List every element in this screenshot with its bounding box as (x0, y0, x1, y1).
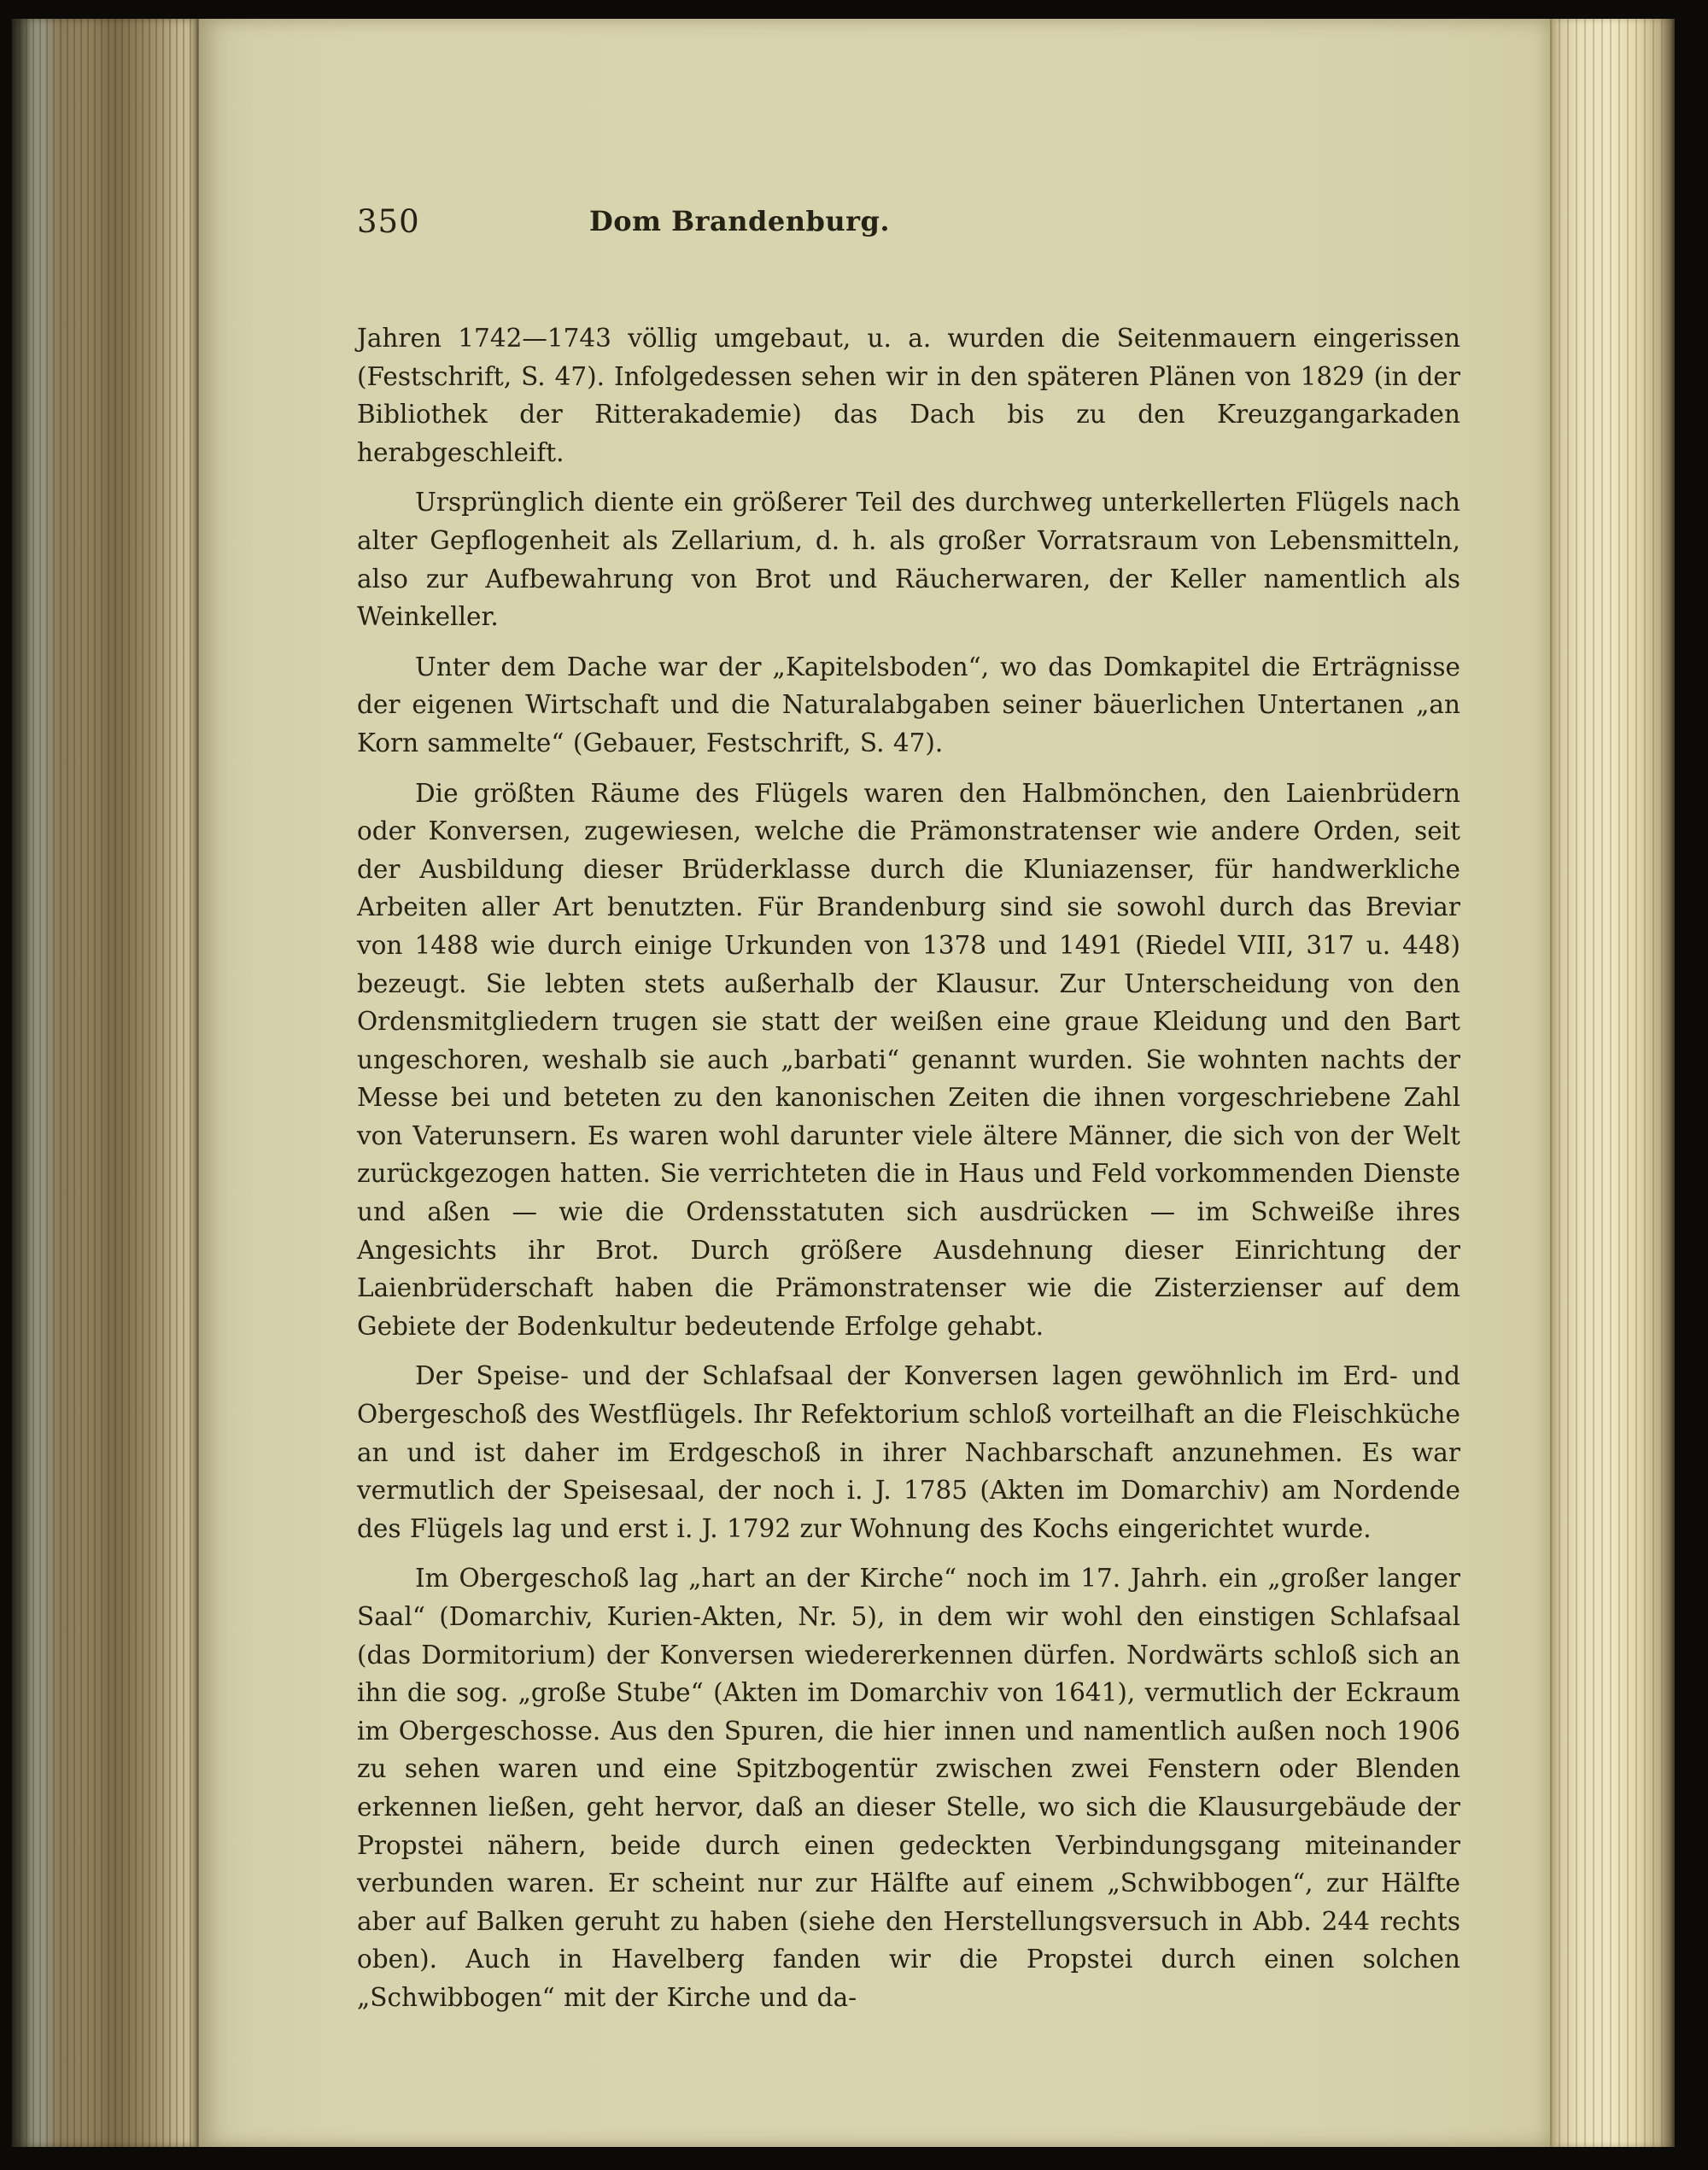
page-header-row (199, 203, 1550, 254)
paragraph: Der Speise- und der Schlafsaal der Konversen lagen gewöhnlich im Erd- und Obergeschoß des Westflügels. Ihr Refektorium schloß vorteilhaft an die Fleischküche an und ist daher im Erdgeschoß in ihrer Nachbarschaft anzunehmen. Es war vermutlich der Speisesaal, der noch i. J. 1785 (Akten im Domarchiv) am Nordende des Flügels lag und erst i. J. 1792 zur Wohnung des Kochs eingerichtet wurde. (357, 1361, 1460, 1543)
page-number: 350 (357, 203, 420, 240)
paragraph: Ursprünglich diente ein größerer Teil des durchweg unterkellerten Flügels nach alter Gepflogenheit als Zellarium, d. h. als großer Vorratsraum von Lebensmitteln, also zur Aufbewahrung von Brot und Räucherwaren, der Keller namentlich als Weinkeller. (357, 488, 1460, 632)
running-header: Dom Brandenburg. (589, 205, 891, 237)
paragraph: Im Obergeschoß lag „hart an der Kirche“ noch im 17. Jahrh. ein „großer langer Saal“ (Domarchiv, Kurien-Akten, Nr. 5), in dem wir wohl den einstigen Schlafsaal (das Dormitorium) der Konversen wiedererkennen dürfen. Nordwärts schloß sich an ihn die sog. „große Stube“ (Akten im Domarchiv von 1641), vermutlich der Eckraum im Obergeschosse. Aus den Spuren, die hier innen und namentlich außen noch 1906 zu sehen waren und eine Spitzbogentür zwischen zwei Fenstern oder Blenden erkennen ließen, geht hervor, daß an dieser Stelle, wo sich die Klausurgebäude der Propstei nähern, beide durch einen gedeckten Verbindungsgang miteinander verbunden waren. Er scheint nur zur Hälfte auf einem „Schwibbogen“, zur Hälfte aber auf Balken geruht zu haben (siehe den Herstellungsversuch in Abb. 244 rechts oben). Auch in Havelberg fanden wir die Propstei durch einen solchen „Schwibbogen“ mit der Kirche und da- (357, 1564, 1460, 2012)
paragraph: Die größten Räume des Flügels waren den Halbmönchen, den Laienbrüdern oder Konversen, zugewiesen, welche die Prämonstratenser wie andere Orden, seit der Ausbildung dieser Brüderklasse durch die Kluniazenser, für handwerkliche Arbeiten aller Art benutzten. Für Brandenburg sind sie sowohl durch das Breviar von 1488 wie durch einige Urkunden von 1378 und 1491 (Riedel VIII, 317 u. 448) bezeugt. Sie lebten stets außerhalb der Klausur. Zur Unterscheidung von den Ordensmitgliedern trugen sie statt der weißen eine graue Kleidung und den Bart ungeschoren, weshalb sie auch „barbati“ genannt wurden. Sie wohnten nachts der Messe bei und beteten zu den kanonischen Zeiten die ihnen vorgeschriebene Zahl von Vaterunsern. Es waren wohl darunter viele ältere Männer, die sich von der Welt zurückgezogen hatten. Sie verrichteten die in Haus und Feld vorkommenden Dienste und aßen — wie die Ordensstatuten sich ausdrücken — im Schweiße ihres Angesichts ihr Brot. Durch größere Ausdehnung dieser Einrichtung der Laienbrüderschaft haben die Prämonstratenser wie die Zisterzienser auf dem Gebiete der Bodenkultur bedeutende Erfolge gehabt. (357, 778, 1460, 1341)
left-page-stack-edge (12, 19, 199, 2147)
paragraph: Unter dem Dache war der „Kapitelsboden“, wo das Domkapitel die Erträgnisse der eigenen Wirtschaft und die Naturalabgaben seiner bäuerlichen Untertanen „an Korn sammelte“ (Gebauer, Festschrift, S. 47). (357, 652, 1460, 757)
right-page-stack-edge (1550, 19, 1675, 2147)
paragraph: Jahren 1742—1743 völlig umgebaut, u. a. wurden die Seitenmauern eingerissen (Festschrift, S. 47). Infolgedessen sehen wir in den späteren Plänen von 1829 (in der Bibliothek der Ritterakademie) das Dach bis zu den Kreuzgangarkaden herabgeschleift. (357, 324, 1460, 467)
book-page (199, 19, 1550, 2147)
body-text (357, 319, 1460, 2029)
